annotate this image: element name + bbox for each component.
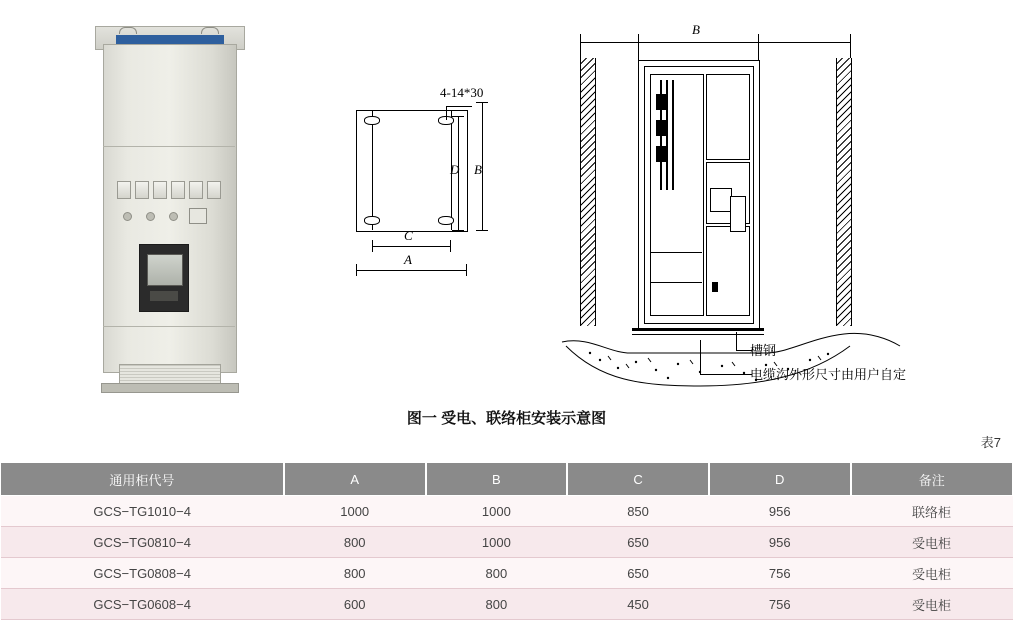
th-c: C (567, 463, 709, 496)
cell-b: 1000 (426, 527, 568, 558)
th-d: D (709, 463, 851, 496)
table-row (1, 589, 1013, 620)
cabinet-button-row (117, 181, 221, 199)
cell-a: 800 (284, 558, 426, 589)
dim-tick (452, 230, 464, 231)
cell-d: 956 (709, 496, 851, 527)
cell-c: 450 (567, 589, 709, 620)
cell-c: 650 (567, 527, 709, 558)
dim-line-A (356, 270, 466, 271)
dim-label-B: B (474, 162, 482, 177)
mounting-hole-icon (364, 216, 380, 225)
panel-meter-icon (189, 208, 207, 224)
panel-button (117, 181, 131, 199)
th-remark: 备注 (851, 463, 1013, 496)
cabinet-photo (95, 26, 243, 371)
cell-a: 1000 (284, 496, 426, 527)
cell-model: GCS−TG0808−4 (1, 558, 284, 589)
cell-b: 800 (426, 589, 568, 620)
cabinet-body (103, 44, 237, 373)
cabinet-right-lower (706, 226, 750, 316)
internal-device (730, 196, 746, 232)
cell-remark: 受电柜 (851, 558, 1013, 589)
cell-remark: 受电柜 (851, 589, 1013, 620)
dim-tick (476, 230, 488, 231)
cabinet-blue-stripe (116, 35, 224, 44)
panel-button (171, 181, 185, 199)
dim-line-B (482, 102, 483, 230)
cell-remark: 联络柜 (851, 496, 1013, 527)
dim-label-C: C (404, 228, 413, 243)
cell-model: GCS−TG0608−4 (1, 589, 284, 620)
cell-d: 956 (709, 527, 851, 558)
dim-line-C (372, 246, 450, 247)
cell-b: 800 (426, 558, 568, 589)
internal-block (656, 120, 668, 136)
cell-c: 650 (567, 558, 709, 589)
mounting-hole-icon (438, 216, 454, 225)
dim-tick (476, 102, 488, 103)
dim-label-A: A (404, 252, 412, 267)
hole-spec-label: 4-14*30 (440, 85, 484, 100)
cabinet-display-screen (147, 254, 183, 286)
cabinet-display-strip (150, 291, 178, 301)
figure-caption: 图一 受电、联络柜安装示意图 (406, 410, 607, 427)
cell-a: 600 (284, 589, 426, 620)
indicator-lamp-icon (146, 212, 155, 221)
internal-shelf (650, 252, 702, 253)
cabinet-display-frame (139, 244, 189, 312)
table-row (1, 527, 1013, 558)
cell-remark: 受电柜 (851, 527, 1013, 558)
dim-label-D: D (450, 162, 460, 177)
leader-line-channel (736, 332, 737, 350)
internal-shelf (650, 282, 702, 283)
cable-trench-label: 电缆沟外形尺寸由用户自定 (750, 367, 907, 382)
panel-button (153, 181, 167, 199)
th-a: A (284, 463, 426, 496)
cell-model: GCS−TG1010−4 (1, 496, 284, 527)
plate-inner-lines (372, 110, 452, 230)
table-row (1, 496, 1013, 527)
th-model: 通用柜代号 (1, 463, 284, 496)
cabinet-left-compartment (650, 74, 704, 316)
channel-steel-label: 槽钢 (750, 343, 777, 358)
cell-b: 1000 (426, 496, 568, 527)
mounting-hole-icon (364, 116, 380, 125)
cabinet-ventilation-grille (119, 364, 221, 384)
internal-marker (712, 282, 718, 292)
lifting-hook-left-icon (119, 27, 137, 34)
indicator-lamp-icon (123, 212, 132, 221)
panel-button (207, 181, 221, 199)
cell-c: 850 (567, 496, 709, 527)
cell-model: GCS−TG0810−4 (1, 527, 284, 558)
table-header-row (1, 463, 1013, 496)
spec-table (0, 462, 1013, 620)
dim-tick (466, 264, 467, 276)
indicator-lamp-icon (169, 212, 178, 221)
busbar (672, 80, 674, 190)
dim-tick (356, 264, 357, 276)
internal-block (656, 94, 668, 110)
base-plate-drawing (330, 80, 530, 290)
leader-line (446, 106, 447, 120)
panel-button (189, 181, 203, 199)
cell-d: 756 (709, 589, 851, 620)
dim-tick (450, 240, 451, 252)
installation-section-drawing (560, 20, 960, 380)
cabinet-base (101, 383, 239, 393)
th-b: B (426, 463, 568, 496)
dim-tick (452, 116, 464, 117)
leader-line-trench (700, 340, 701, 374)
wall-right (836, 58, 852, 326)
cabinet-right-upper (706, 74, 750, 160)
lifting-hook-right-icon (201, 27, 219, 34)
leader-line (446, 106, 472, 107)
internal-block (656, 146, 668, 162)
leader-line-trench (700, 374, 752, 375)
dim-label-B-right: B (692, 22, 700, 37)
cell-a: 800 (284, 527, 426, 558)
internal-device (710, 188, 732, 212)
dim-line-total (580, 42, 850, 43)
panel-button (135, 181, 149, 199)
wall-left (580, 58, 596, 326)
cabinet-seam-1 (103, 146, 235, 147)
dim-tick (372, 240, 373, 252)
table-number-label: 表7 (980, 435, 1001, 450)
table-row (1, 558, 1013, 589)
cell-d: 756 (709, 558, 851, 589)
cabinet-seam-2 (103, 326, 235, 327)
